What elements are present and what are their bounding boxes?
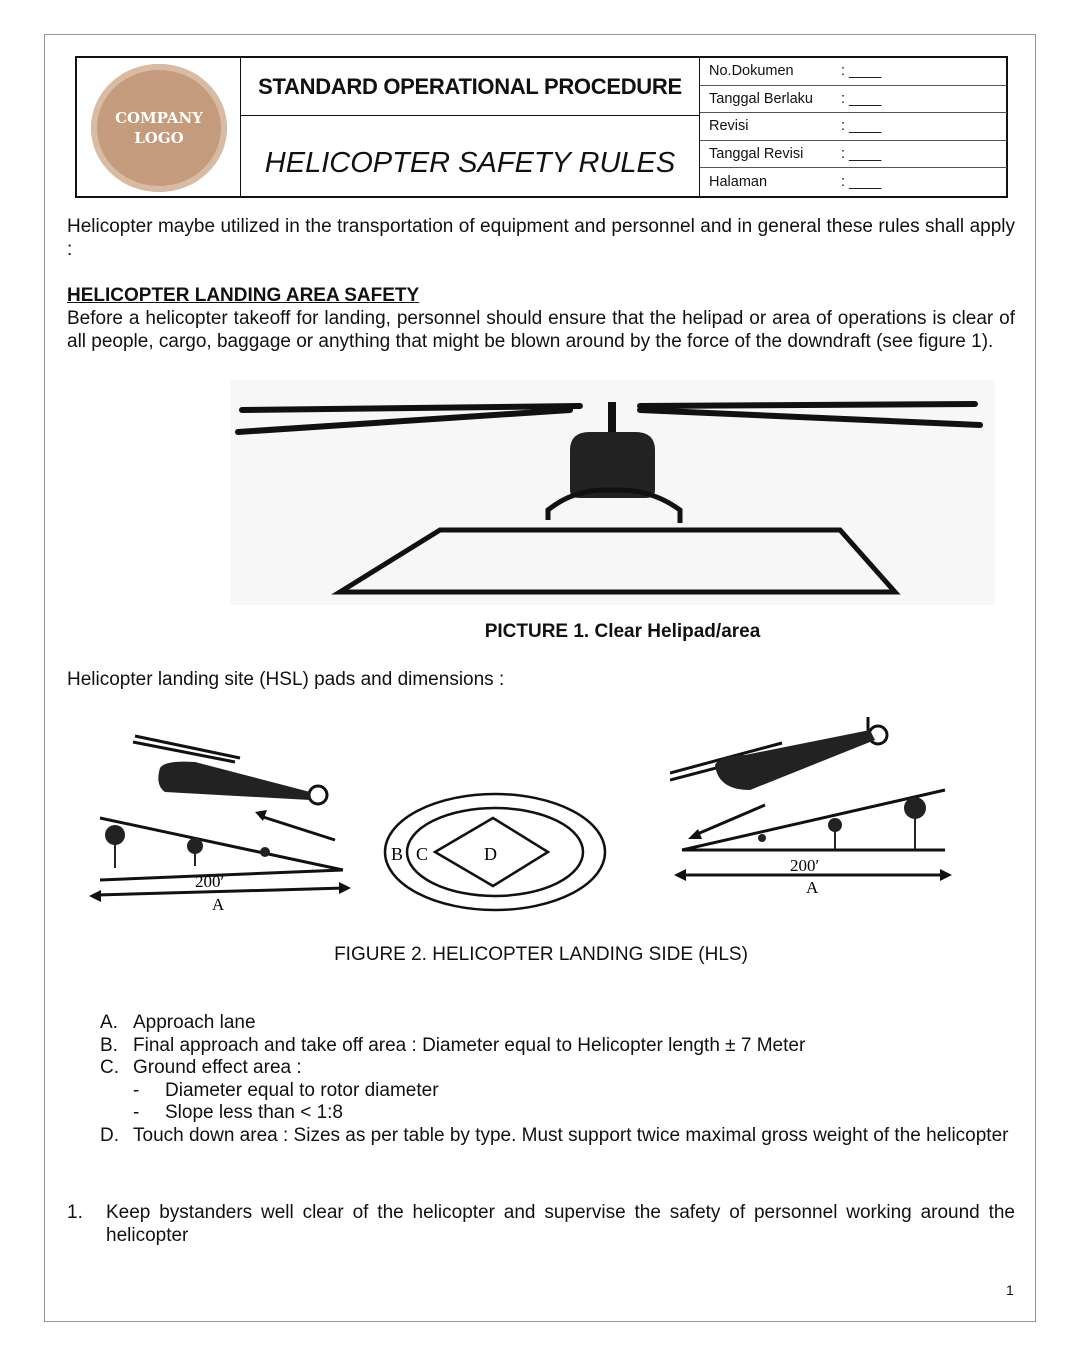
hsl-intro: Helicopter landing site (HSL) pads and dimensions :: [67, 669, 505, 690]
meta-row: [700, 86, 1007, 114]
zone-label-c: C: [416, 844, 429, 864]
figure2-caption: FIGURE 2. HELICOPTER LANDING SIDE (HLS): [334, 944, 748, 965]
meta-row: [700, 168, 1007, 196]
section-paragraph: Before a helicopter takeoff for landing, personnel should ensure that the helipad or area of operations is clear of all people, cargo, baggage or anything that might be blown around by the force of the downdraft (see figure 1).: [67, 308, 1015, 352]
meta-value: : ____: [841, 63, 882, 80]
helipad-illustration: [230, 380, 995, 605]
rule-text: Keep bystanders well clear of the helicopter and supervise the safety of personnel working around the helicopter: [106, 1202, 1015, 1246]
meta-row: [700, 141, 1007, 169]
meta-value: : ____: [841, 146, 882, 163]
meta-key: No.Dokumen: [709, 63, 794, 80]
meta-key: Tanggal Revisi: [709, 146, 804, 163]
company-logo: [91, 64, 227, 192]
sub-list-item: Diameter equal to rotor diameter: [165, 1080, 439, 1101]
document-meta: [699, 58, 1007, 196]
dimension-label: 200′: [195, 872, 225, 891]
meta-value: : ____: [841, 174, 882, 191]
intro-paragraph: Helicopter maybe utilized in the transportation of equipment and personnel and in general these rules shall apply :: [67, 216, 1015, 260]
sop-header-table: [75, 56, 1008, 198]
list-marker: B.: [100, 1035, 118, 1056]
approach-lane-right-diagram: [670, 715, 955, 900]
list-marker: A.: [100, 1012, 118, 1033]
page-number: 1: [1006, 1282, 1014, 1298]
section-heading: HELICOPTER LANDING AREA SAFETY: [67, 285, 420, 306]
sub-list-marker: -: [133, 1102, 140, 1123]
meta-value: : ____: [841, 118, 882, 135]
list-item: Touch down area : Sizes as per table by type. Must support twice maximal gross weight of the helicopter: [133, 1125, 1009, 1146]
list-item: Ground effect area :: [133, 1057, 302, 1078]
list-item: Final approach and take off area : Diameter equal to Helicopter length ± 7 Meter: [133, 1035, 806, 1056]
meta-key: Halaman: [709, 174, 768, 191]
lane-label: A: [806, 878, 819, 897]
meta-key: Tanggal Berlaku: [709, 90, 813, 107]
document-title: HELICOPTER SAFETY RULES: [264, 146, 676, 179]
sop-label: STANDARD OPERATIONAL PROCEDURE: [241, 58, 699, 116]
sub-list-item: Slope less than < 1:8: [165, 1102, 343, 1123]
lane-label: A: [212, 895, 225, 914]
zone-label-b: B: [391, 844, 404, 864]
meta-value: : ____: [841, 90, 882, 107]
meta-row: [700, 58, 1007, 86]
meta-row: [700, 113, 1007, 141]
approach-lane-left-diagram: [85, 720, 360, 915]
list-marker: D.: [100, 1125, 119, 1146]
rule-marker: 1.: [67, 1202, 83, 1223]
sub-list-marker: -: [133, 1080, 140, 1101]
dimension-label: 200′: [790, 856, 820, 875]
logo-text-line1: COMPANY: [115, 109, 203, 127]
landing-zones-diagram: [380, 790, 610, 915]
picture1-caption: PICTURE 1. Clear Helipad/area: [484, 621, 761, 642]
list-item: Approach lane: [133, 1012, 256, 1033]
logo-text-line2: LOGO: [134, 129, 184, 147]
meta-key: Revisi: [709, 118, 749, 135]
logo-cell: [77, 58, 241, 196]
list-marker: C.: [100, 1057, 119, 1078]
zone-label-d: D: [484, 844, 497, 864]
